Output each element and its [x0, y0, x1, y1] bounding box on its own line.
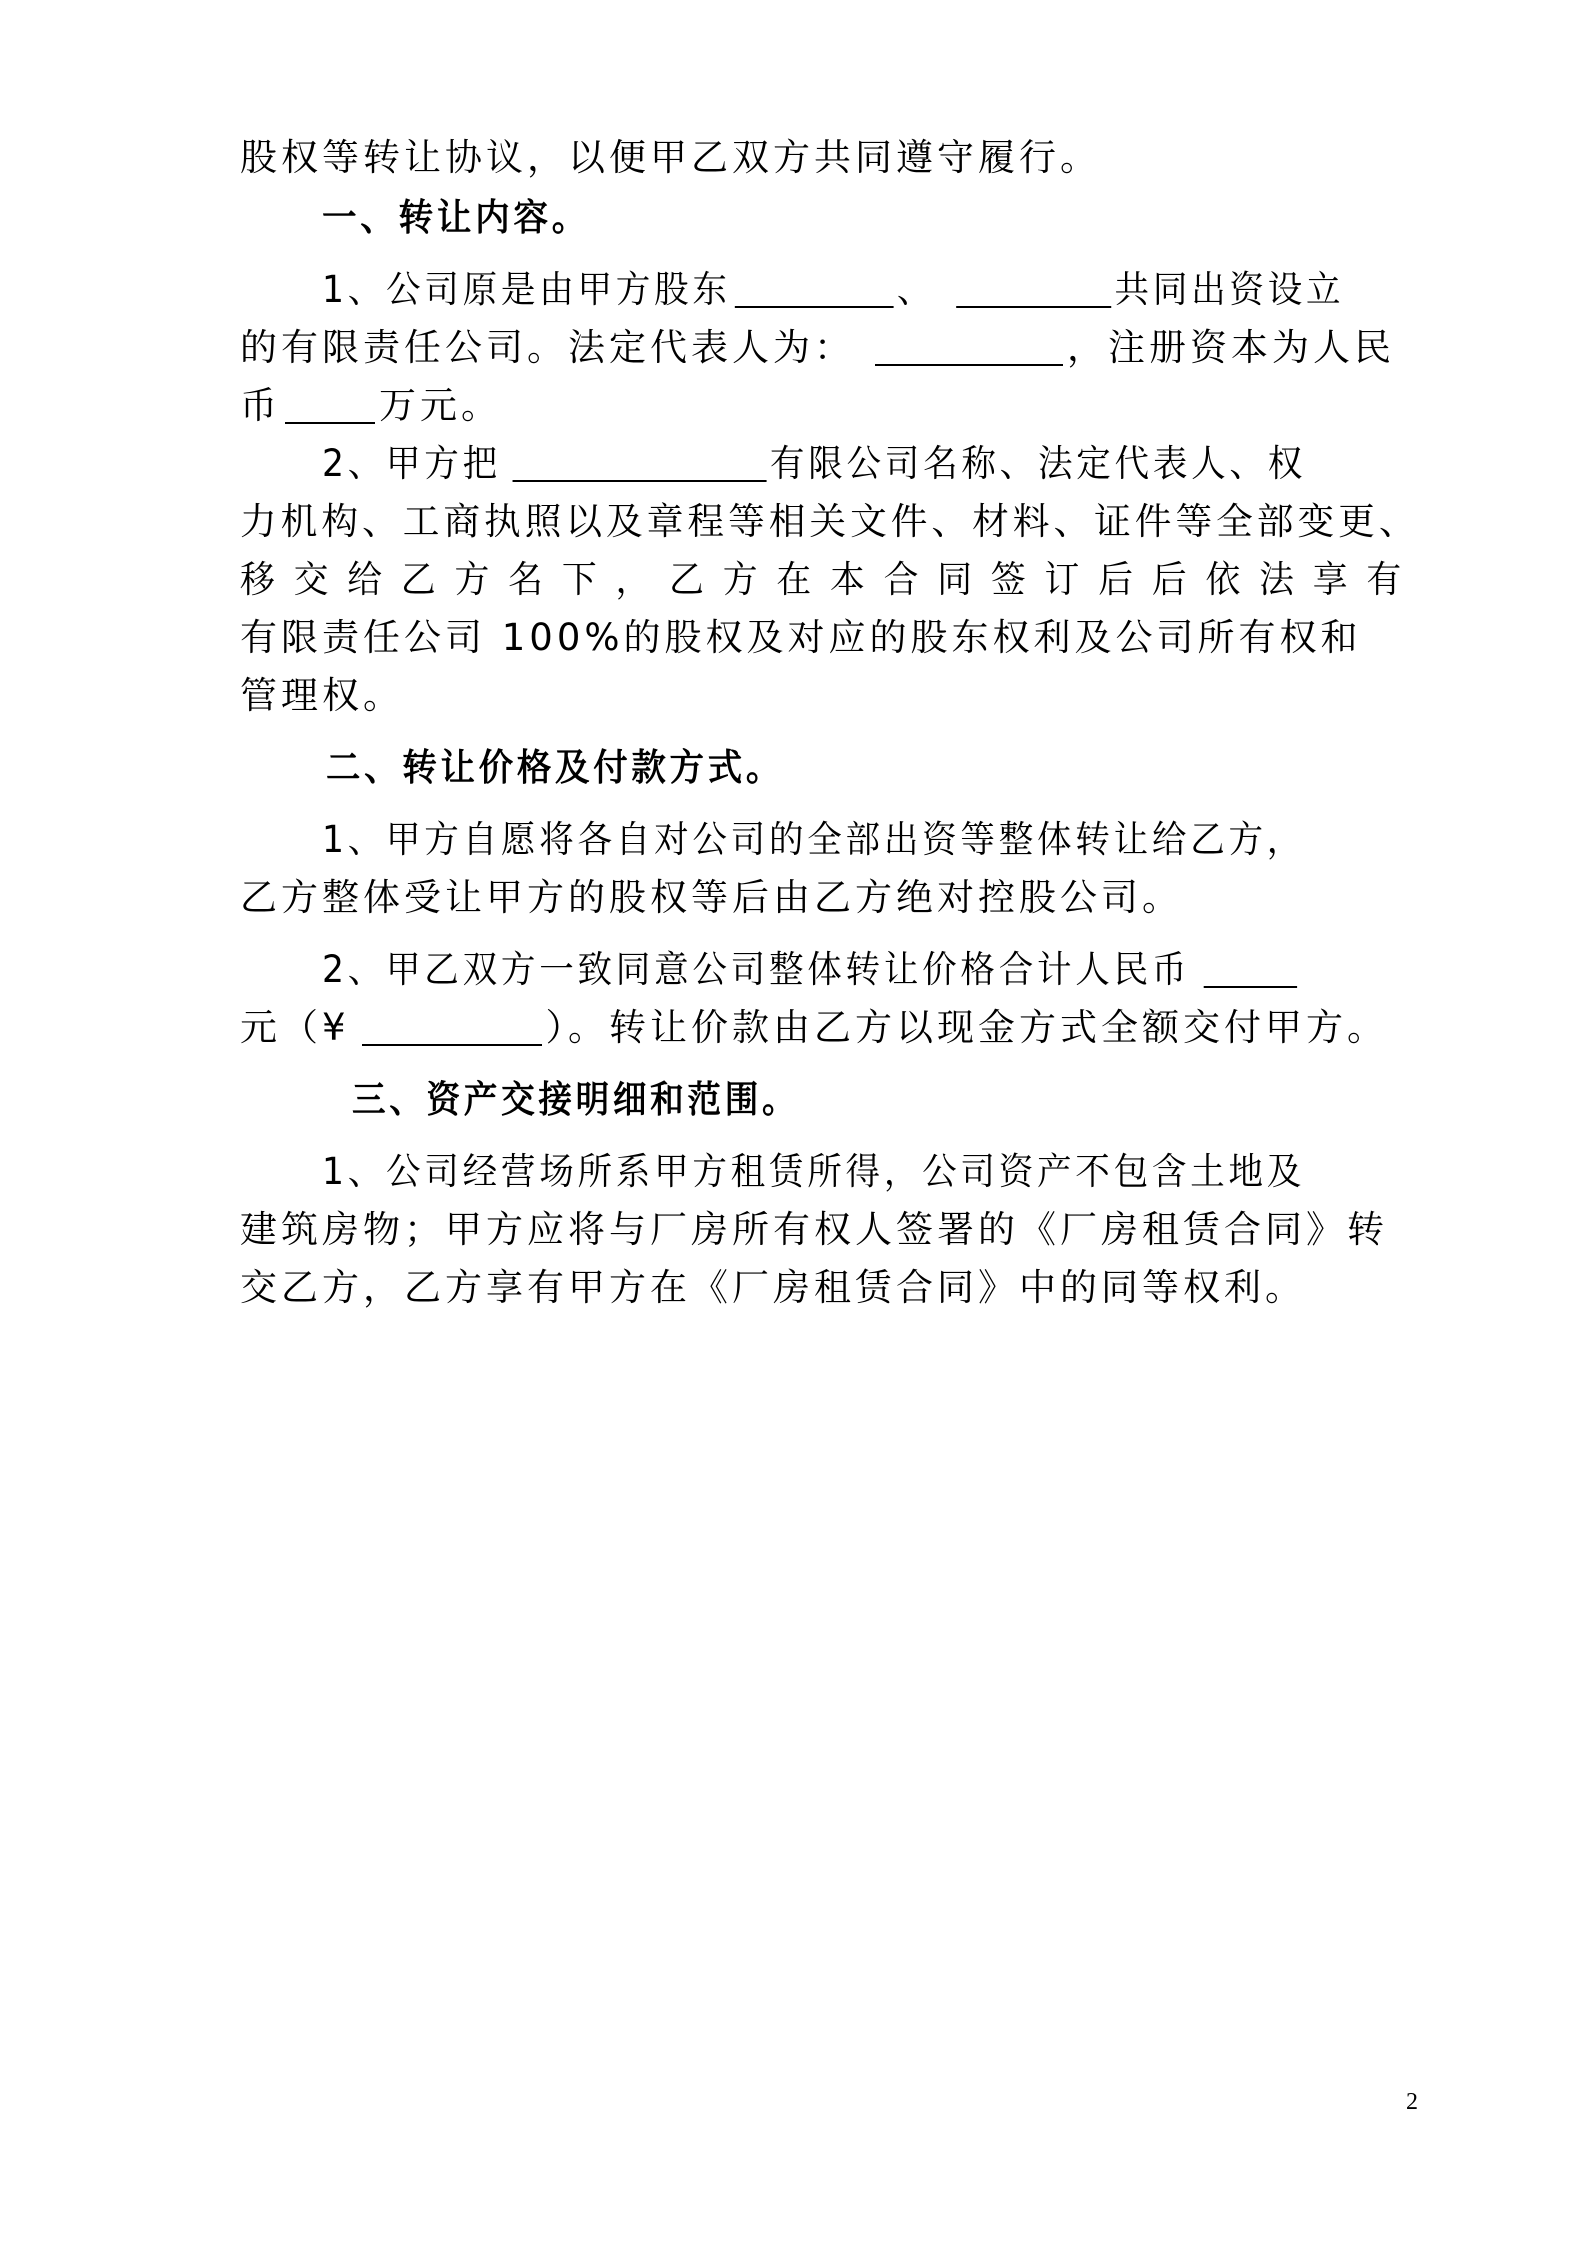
heading-text: 三、资产交接明细和范围。 [352, 1078, 800, 1121]
paragraph-line [240, 550, 1421, 610]
blank-field [875, 326, 1063, 366]
text: 移交给乙方名下，乙方在本合同签订后后依法享有 [240, 558, 1421, 601]
page-number: 2 [1406, 2089, 1418, 2115]
text: 交乙方，乙方享有甲方在《厂房租赁合同》中的同等权利。 [240, 1266, 1306, 1309]
blank-field [362, 1006, 542, 1046]
paragraph-line [240, 608, 1415, 668]
paragraph-line [240, 998, 1415, 1058]
paragraph-line [322, 940, 1419, 1000]
text: 建筑房物；甲方应将与厂房所有权人签署的《厂房租赁合同》转 [240, 1208, 1388, 1251]
heading-text: 二、转让价格及付款方式。 [326, 746, 785, 789]
paragraph-line [240, 492, 1420, 552]
blank-field [512, 442, 766, 482]
text: 1、公司原是由甲方股东 [322, 268, 731, 311]
text: 管理权。 [240, 674, 404, 717]
paragraph-line [240, 666, 1415, 726]
text: 1、甲方自愿将各自对公司的全部出资等整体转让给乙方， [322, 818, 1306, 861]
text: 2、甲乙双方一致同意公司整体转让价格合计人民币 [322, 948, 1191, 991]
section-heading-2 [326, 738, 1420, 798]
blank-field [734, 268, 893, 308]
heading-text: 一、转让内容。 [322, 196, 591, 239]
text: 有限公司名称、法定代表人、权 [769, 442, 1307, 485]
text: 元（¥ [240, 1006, 350, 1049]
paragraph-line [240, 868, 1415, 928]
paragraph-line [240, 1258, 1415, 1318]
blank-field [1203, 948, 1296, 988]
text: ）。转让价款由乙方以现金方式全额交付甲方。 [545, 1006, 1389, 1049]
text: 1、公司经营场所系甲方租赁所得，公司资产不包含土地及 [322, 1150, 1306, 1193]
text: 、 [896, 268, 936, 311]
text: 股权等转让协议，以便甲乙双方共同遵守履行。 [240, 136, 1101, 179]
paragraph-line [240, 128, 1415, 188]
paragraph-line [322, 1142, 1419, 1202]
text: 力机构、工商执照以及章程等相关文件、材料、证件等全部变更、 [240, 500, 1420, 543]
paragraph-line [240, 376, 1415, 436]
section-heading-3 [352, 1070, 1420, 1130]
paragraph-line [322, 260, 1419, 320]
text: 有限责任公司 100%的股权及对应的股东权利及公司所有权和 [240, 616, 1362, 659]
paragraph-line [322, 434, 1419, 494]
text: 乙方整体受让甲方的股权等后由乙方绝对控股公司。 [240, 876, 1183, 919]
text: 的有限责任公司。法定代表人为： [240, 326, 855, 369]
text: 万元。 [379, 384, 502, 427]
paragraph-line [322, 810, 1419, 870]
text: ，注册资本为人民 [1067, 326, 1395, 369]
blank-field [956, 268, 1111, 308]
text: 共同出资设立 [1114, 268, 1345, 311]
paragraph-line [240, 1200, 1415, 1260]
text: 2、甲方把 [322, 442, 501, 485]
text: 币 [240, 384, 281, 427]
blank-field [285, 384, 375, 424]
paragraph-line [240, 318, 1415, 378]
section-heading-1 [322, 188, 1419, 248]
